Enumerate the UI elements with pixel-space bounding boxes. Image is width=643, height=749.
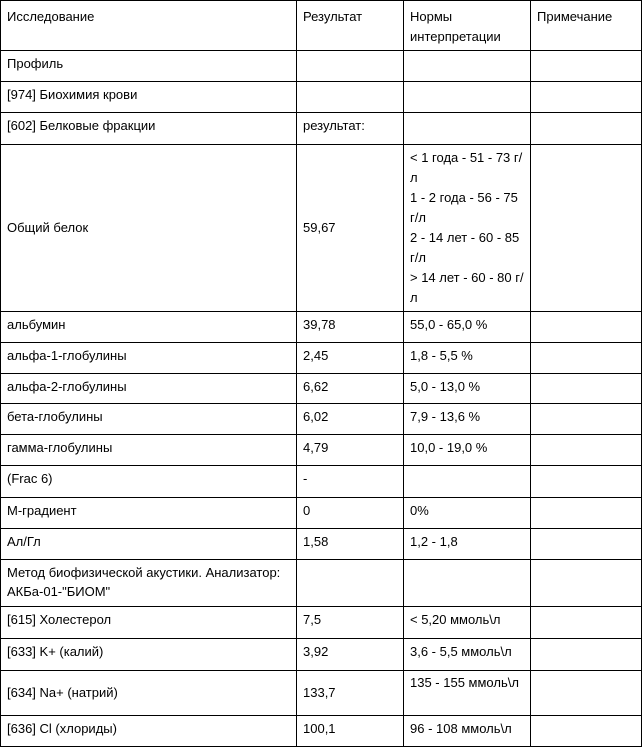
row-norm: 1,2 - 1,8 [404, 529, 531, 560]
row-result: 1,58 [297, 529, 404, 560]
row-note [531, 607, 642, 639]
row-note [531, 113, 642, 145]
row-result: 3,92 [297, 639, 404, 671]
row-name: Профиль [1, 51, 297, 82]
table-row [1, 498, 642, 529]
table-row [1, 404, 642, 435]
row-name: [636] Cl (хлориды) [1, 716, 297, 747]
row-result: - [297, 466, 404, 498]
row-result: 2,45 [297, 343, 404, 374]
row-name: [633] K+ (калий) [1, 639, 297, 671]
row-name: альфа-2-глобулины [1, 374, 297, 404]
row-result [297, 82, 404, 113]
row-note [531, 343, 642, 374]
row-norm-multiline [404, 145, 531, 312]
table-row [1, 639, 642, 671]
row-note [531, 498, 642, 529]
row-norm: 135 - 155 ммоль\л [404, 671, 531, 716]
table-row [1, 466, 642, 498]
row-norm: 55,0 - 65,0 % [404, 312, 531, 343]
row-note [531, 51, 642, 82]
row-result [297, 51, 404, 82]
row-name: альфа-1-глобулины [1, 343, 297, 374]
norm-line: < 1 года - 51 - 73 г/л [410, 150, 523, 185]
header-norms: Нормы интерпретации [404, 1, 531, 51]
table-row [1, 51, 642, 82]
row-result: 6,02 [297, 404, 404, 435]
table-row [1, 312, 642, 343]
row-name: [974] Биохимия крови [1, 82, 297, 113]
row-note [531, 404, 642, 435]
row-name: Ал/Гл [1, 529, 297, 560]
table-row [1, 113, 642, 145]
row-name: М-градиент [1, 498, 297, 529]
row-note [531, 529, 642, 560]
norm-line: 1 - 2 года - 56 - 75 г/л [410, 190, 518, 225]
table-row [1, 82, 642, 113]
row-norm: 96 - 108 ммоль\л [404, 716, 531, 747]
row-name: бета-глобулины [1, 404, 297, 435]
row-note [531, 716, 642, 747]
row-note [531, 560, 642, 607]
row-result: 100,1 [297, 716, 404, 747]
row-name: [634] Na+ (натрий) [1, 671, 297, 716]
norm-line: 2 - 14 лет - 60 - 85 г/л [410, 230, 520, 265]
header-row [1, 1, 642, 51]
row-norm: 10,0 - 19,0 % [404, 435, 531, 466]
row-result: 0 [297, 498, 404, 529]
row-note [531, 82, 642, 113]
row-name: Метод биофизической акустики. Анализатор: АКБа-01-"БИОМ" [1, 560, 297, 607]
row-result: результат: [297, 113, 404, 145]
row-note [531, 671, 642, 716]
row-result [297, 560, 404, 607]
header-result: Результат [297, 1, 404, 51]
row-note [531, 374, 642, 404]
row-name: [602] Белковые фракции [1, 113, 297, 145]
row-norm: < 5,20 ммоль\л [404, 607, 531, 639]
row-note [531, 145, 642, 312]
row-result: 6,62 [297, 374, 404, 404]
row-note [531, 466, 642, 498]
row-norm [404, 51, 531, 82]
row-norm: 7,9 - 13,6 % [404, 404, 531, 435]
table-row [1, 671, 642, 716]
row-result: 133,7 [297, 671, 404, 716]
row-norm: 5,0 - 13,0 % [404, 374, 531, 404]
row-name: [615] Холестерол [1, 607, 297, 639]
row-norm: 1,8 - 5,5 % [404, 343, 531, 374]
row-result: 59,67 [297, 145, 404, 312]
row-result: 4,79 [297, 435, 404, 466]
row-norm: 0% [404, 498, 531, 529]
row-norm [404, 466, 531, 498]
table-row [1, 145, 642, 312]
table-row [1, 529, 642, 560]
row-note [531, 435, 642, 466]
table-row [1, 607, 642, 639]
table-row [1, 374, 642, 404]
row-norm [404, 82, 531, 113]
table-row [1, 560, 642, 607]
header-note: Примечание [531, 1, 642, 51]
row-note [531, 312, 642, 343]
table-row [1, 343, 642, 374]
row-result: 39,78 [297, 312, 404, 343]
row-name: Общий белок [1, 145, 297, 312]
row-name: (Frac 6) [1, 466, 297, 498]
table-row [1, 716, 642, 747]
row-norm [404, 560, 531, 607]
row-name: гамма-глобулины [1, 435, 297, 466]
row-note [531, 639, 642, 671]
header-study: Исследование [1, 1, 297, 51]
row-norm [404, 113, 531, 145]
norm-line: > 14 лет - 60 - 80 г/л [410, 270, 524, 305]
row-result: 7,5 [297, 607, 404, 639]
row-norm: 3,6 - 5,5 ммоль\л [404, 639, 531, 671]
table-row [1, 435, 642, 466]
row-name: альбумин [1, 312, 297, 343]
